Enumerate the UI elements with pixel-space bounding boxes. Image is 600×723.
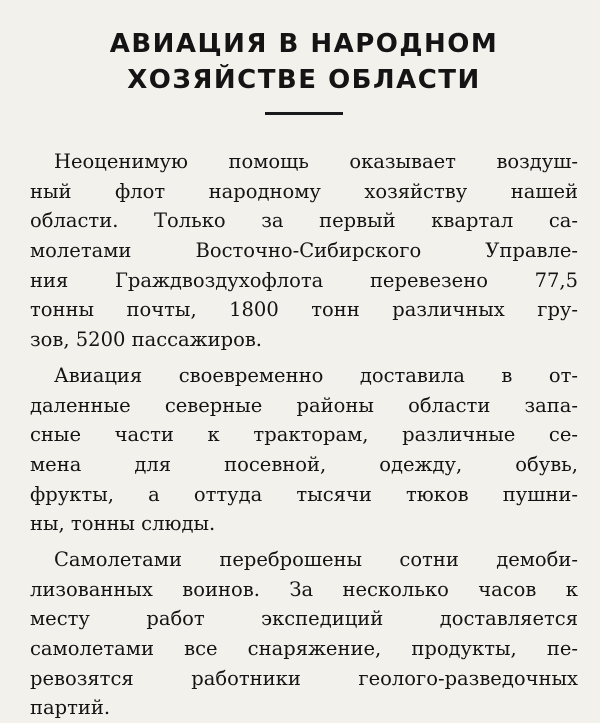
text-line: сные части к тракторам, различные се- <box>30 423 578 447</box>
text-line: самолетами все снаряжение, продукты, пе- <box>30 637 578 660</box>
text-line: молетами Восточно-Сибирского Управле- <box>30 239 578 263</box>
text-line: ния Граждвоздухофлота перевезено 77,5 <box>30 268 578 292</box>
text-line: лизованных воинов. За несколько часов к <box>30 577 578 601</box>
text-line: ный флот народному хозяйству нашей <box>30 179 578 203</box>
text-line: Самолетами переброшены сотни демоби- <box>54 547 578 571</box>
article-headline <box>30 26 578 98</box>
text-line: ревозятся работники геолого-разведочных <box>30 666 578 690</box>
text-line: даленные северные районы области запа- <box>30 393 578 417</box>
text-line: области. Только за первый квартал са- <box>30 209 578 233</box>
text-line: мена для посевной, одежду, обувь, <box>30 452 578 476</box>
text-line: тонны почты, 1800 тонн различных гру- <box>30 298 578 322</box>
paragraph-1 <box>30 147 578 355</box>
paragraph-2 <box>30 361 578 539</box>
text-line: Авиация своевременно доставила в от- <box>54 363 578 387</box>
headline-line-2: ХОЗЯЙСТВЕ ОБЛАСТИ <box>127 65 481 95</box>
text-line: ны, тонны слюды. <box>30 512 216 536</box>
paragraph-3 <box>30 545 578 723</box>
text-line: фрукты, а оттуда тысячи тюков пушни- <box>30 482 578 506</box>
text-line: зов, 5200 пассажиров. <box>30 328 263 352</box>
headline-line-1: АВИАЦИЯ В НАРОДНОМ <box>109 29 499 59</box>
text-line: месту работ экспедиций доставляется <box>30 607 578 631</box>
text-line: партий. <box>30 696 111 720</box>
text-line: Неоценимую помощь оказывает воздуш- <box>54 150 578 173</box>
headline-divider <box>265 112 343 115</box>
